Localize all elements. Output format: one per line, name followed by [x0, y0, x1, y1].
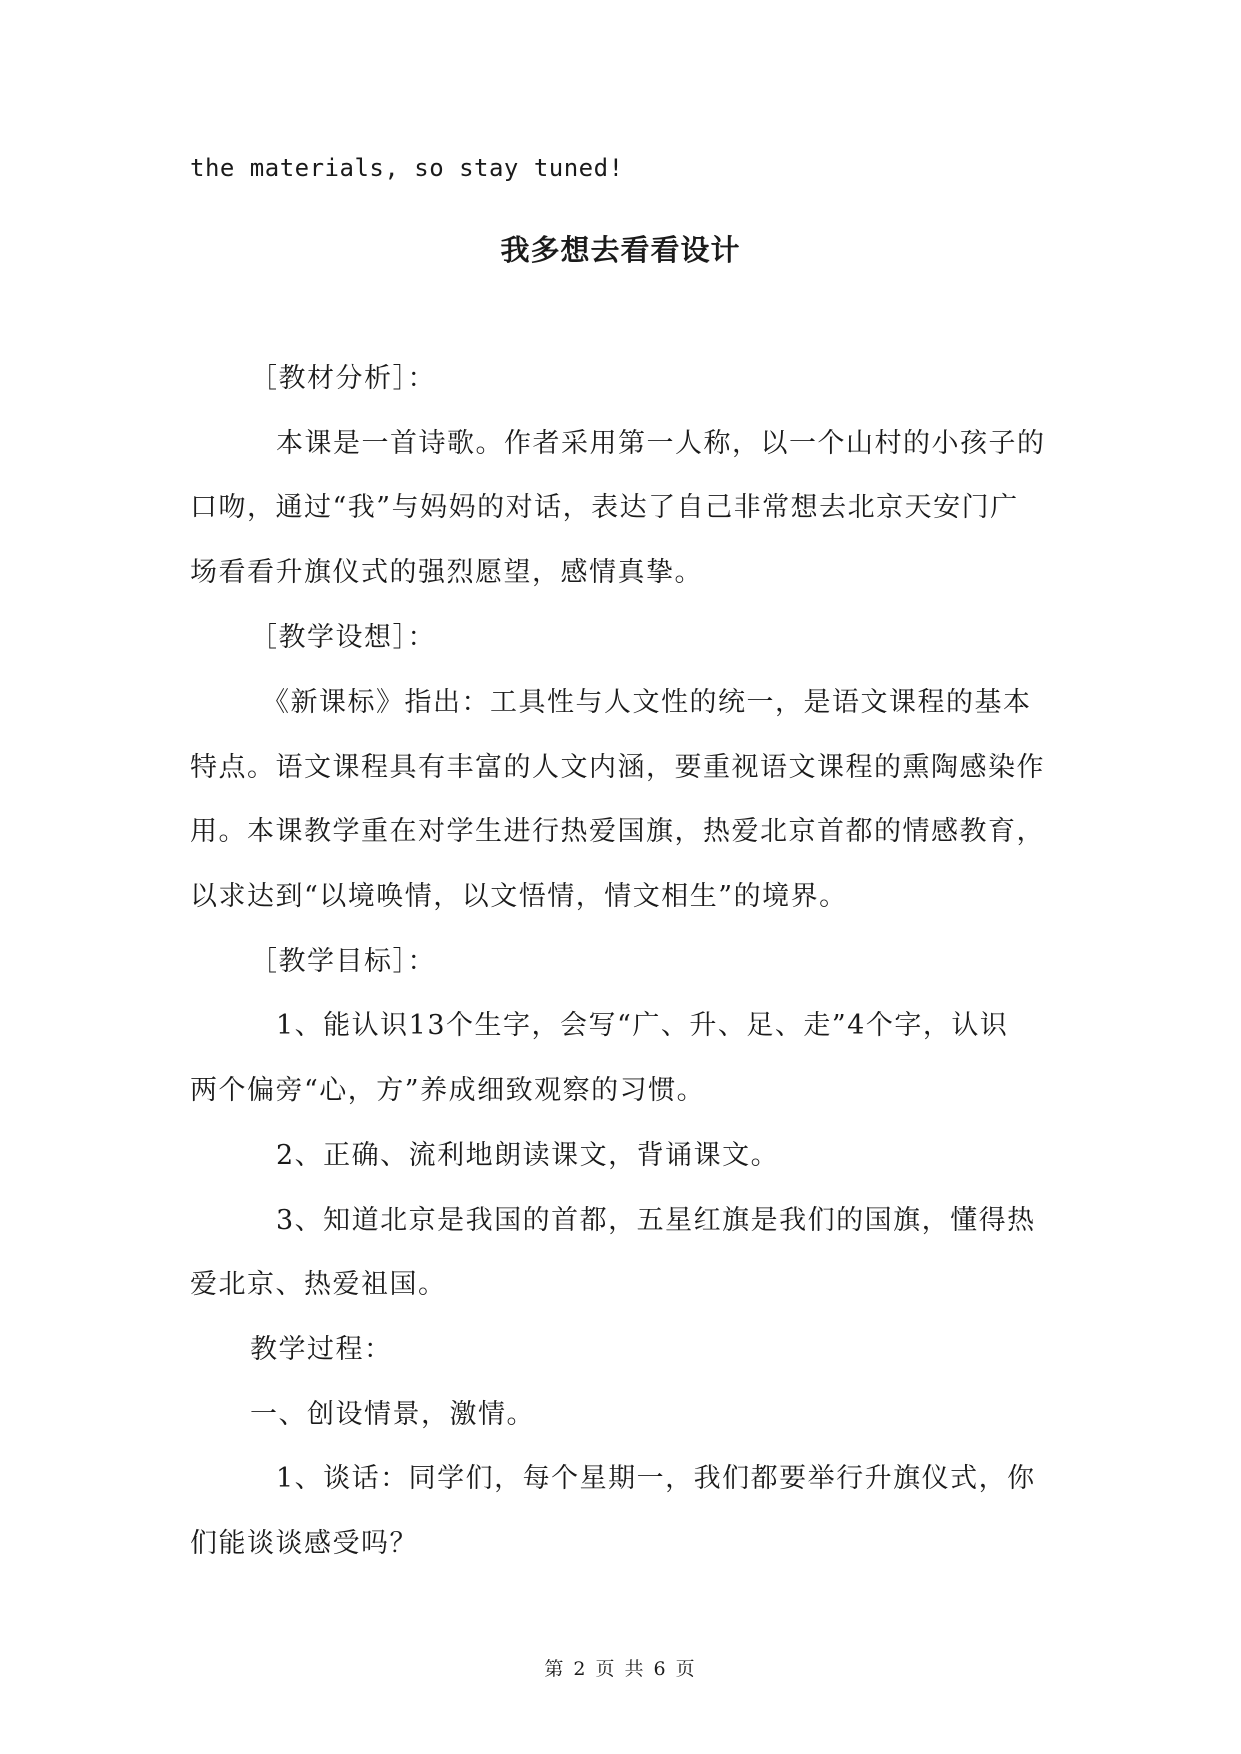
- paragraph-line: 场看看升旗仪式的强烈愿望，感情真挚。: [190, 557, 703, 588]
- section-heading-teaching-process: 教学过程：: [250, 1334, 393, 1365]
- page-title: 我多想去看看设计: [500, 233, 741, 267]
- goal-item: 3、知道北京是我国的首都，五星红旗是我们的国旗，懂得热: [276, 1205, 1036, 1236]
- paragraph-line: 用。本课教学重在对学生进行热爱国旗，热爱北京首都的情感教育，: [190, 816, 1045, 847]
- paragraph-line: 特点。语文课程具有丰富的人文内涵，要重视语文课程的熏陶感染作: [190, 752, 1045, 783]
- paragraph-line: 《新课标》指出：工具性与人文性的统一，是语文课程的基本: [262, 687, 1032, 718]
- paragraph-line: 两个偏旁“心，方”养成细致观察的习惯。: [190, 1075, 706, 1106]
- goal-item: 1、能认识13个生字，会写“广、升、足、走”4个字，认识: [276, 1010, 1009, 1041]
- paragraph-line: 本课是一首诗歌。作者采用第一人称，以一个山村的小孩子的: [276, 428, 1046, 459]
- section-heading-teaching-idea: ［教学设想］：: [250, 622, 436, 653]
- section-heading-material-analysis: ［教材分析］：: [250, 363, 436, 394]
- paragraph-line: 们能谈谈感受吗？: [190, 1528, 418, 1559]
- page-number-footer: 第 2 页 共 6 页: [544, 1658, 697, 1680]
- paragraph-line: 爱北京、热爱祖国。: [190, 1269, 447, 1300]
- paragraph-line: 口吻，通过“我”与妈妈的对话，表达了自己非常想去北京天安门广: [190, 492, 1019, 523]
- step-item: 1、谈话：同学们，每个星期一，我们都要举行升旗仪式，你: [276, 1463, 1036, 1494]
- section-heading-teaching-goals: ［教学目标］：: [250, 946, 436, 977]
- paragraph-line: 以求达到“以境唤情，以文悟情，情文相生”的境界。: [190, 881, 848, 912]
- goal-item: 2、正确、流利地朗读课文，背诵课文。: [276, 1140, 780, 1171]
- carryover-text: the materials, so stay tuned!: [190, 154, 624, 182]
- step-heading: 一、创设情景，激情。: [250, 1399, 535, 1430]
